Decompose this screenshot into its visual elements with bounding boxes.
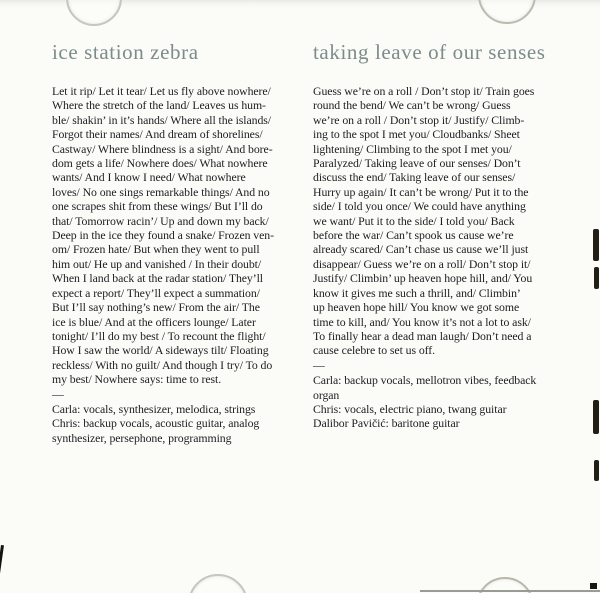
track-column-taking-leave-of-our-senses: [313, 40, 571, 431]
lyrics-line: know it gives me such a thrill, and/ Climbin’: [313, 285, 521, 300]
lyrics-line: loves/ No one sings remarkable things/ And no: [52, 184, 270, 199]
credit-line: synthesizer, persephone, programming: [52, 430, 232, 445]
lyrics-line: ing to the spot I met you/ Cloudbanks/ Sheet: [313, 127, 520, 142]
track-title: taking leave of our senses: [313, 40, 546, 64]
lyrics-line: discuss the end/ Taking leave of our senses/: [313, 170, 516, 185]
lyrics-line: cause celebre to set us off.: [313, 343, 436, 358]
lyrics-line: side/ I told you once/ We could have anything: [313, 199, 526, 214]
ink-mark: [594, 267, 599, 289]
lyrics-line: When I land back at the radar station/ They’ll: [52, 271, 263, 286]
lyrics-line: Where the stretch of the land/ Leaves us hum-: [52, 98, 266, 113]
separator-dash: —: [52, 386, 64, 401]
lyrics-line: But I’ll say nothing’s new/ From the air/ The: [52, 300, 260, 315]
credits-block: [52, 402, 306, 445]
scan-edge-line: [420, 590, 600, 592]
lyrics-line: one scrapes shit from these wings/ But I’ll do: [52, 199, 263, 214]
lyrics-line: up heaven hope hill/ You know we got some: [313, 300, 520, 315]
lyrics-line: Deep in the ice they found a snake/ Frozen ven-: [52, 228, 274, 243]
lyrics-line: Forgot their names/ And dream of shorelines/: [52, 127, 263, 142]
ink-mark: [593, 229, 599, 261]
lyrics-line: reckless/ With no guilt/ And though I try/ To do: [52, 357, 273, 372]
track-column-ice-station-zebra: [52, 40, 306, 445]
lyrics-line: ble/ shakin’ in it’s hands/ Where all the islands/: [52, 112, 272, 127]
lyrics-line: that/ Tomorrow racin’/ Up and down my back/: [52, 213, 269, 228]
lyrics-line: expect a report/ They’ll expect a summation/: [52, 285, 260, 300]
credit-line: Carla: vocals, synthesizer, melodica, strings: [52, 401, 256, 416]
lyrics-line: ice is blue/ And at the officers lounge/ Later: [52, 314, 256, 329]
credit-line: organ: [313, 387, 340, 402]
lyrics-line: before the war/ Can’t spook us cause we’re: [313, 228, 514, 243]
lyrics-line: we’re on a roll / Don’t stop it/ Justify/ Climb-: [313, 112, 525, 127]
lyrics-line: How I saw the world/ A sideways tilt/ Floating: [52, 343, 269, 358]
credit-line: Dalibor Pavičić: baritone guitar: [313, 416, 460, 431]
lyrics-line: dom gets a life/ Nowhere does/ What nowhere: [52, 156, 268, 171]
lyrics-line: Guess we’re on a roll / Don’t stop it/ Train goes: [313, 84, 535, 98]
emboss-ring-icon: [188, 574, 248, 593]
ink-mark: [593, 400, 599, 434]
separator-dash: —: [313, 357, 325, 372]
lyrics-line: disappear/ Guess we’re on a roll/ Don’t stop it/: [313, 256, 531, 271]
credit-line: Carla: backup vocals, mellotron vibes, feedback: [313, 373, 537, 388]
credits-block: [313, 373, 571, 431]
lyrics-line: To finally hear a dead man laugh/ Don’t need a: [313, 328, 532, 343]
lyrics-line: round the bend/ We can’t be wrong/ Guess: [313, 98, 511, 113]
lyrics-line: tonight/ I’ll do my best / To recount the flight/: [52, 328, 266, 343]
lyrics-line: Justify/ Climbin’ up heaven hope hill, and/ You: [313, 271, 533, 286]
lyrics-block: [52, 84, 306, 387]
lyrics-line: Paralyzed/ Taking leave of our senses/ Don’t: [313, 156, 521, 171]
corner-scratch: [0, 545, 4, 593]
track-title: ice station zebra: [52, 40, 199, 64]
lyrics-line: we want/ Put it to the side/ I told you/ Back: [313, 213, 515, 228]
emboss-ring-icon: [478, 0, 536, 24]
lyrics-line: him out/ He up and vanished / In their doubt/: [52, 256, 262, 271]
emboss-ring-icon: [66, 0, 122, 26]
lyrics-line: Let it rip/ Let it tear/ Let us fly above nowhere/: [52, 84, 271, 98]
ink-tick: [590, 583, 597, 589]
ink-mark: [594, 460, 599, 481]
credit-line: Chris: vocals, electric piano, twang guitar: [313, 401, 507, 416]
credit-line: Chris: backup vocals, acoustic guitar, analog: [52, 416, 260, 431]
lyrics-line: time to kill, and/ You know it’s not a lot to ask/: [313, 314, 531, 329]
lyrics-line: om/ Frozen hate/ But when they went to pull: [52, 242, 260, 257]
lyrics-line: Hurry up again/ It can’t be wrong/ Put it to the: [313, 184, 529, 199]
lyrics-line: my best/ Nowhere says: time to rest.: [52, 372, 222, 387]
lyrics-line: already scared/ Can’t chase us cause we’ll just: [313, 242, 529, 257]
lyrics-block: [313, 84, 571, 358]
lyrics-line: Castway/ Where blindness is a sight/ And bore-: [52, 141, 273, 156]
lyrics-line: lightening/ Climbing to the spot I met you/: [313, 141, 512, 156]
lyrics-line: wants/ And I know I need/ What nowhere: [52, 170, 246, 185]
